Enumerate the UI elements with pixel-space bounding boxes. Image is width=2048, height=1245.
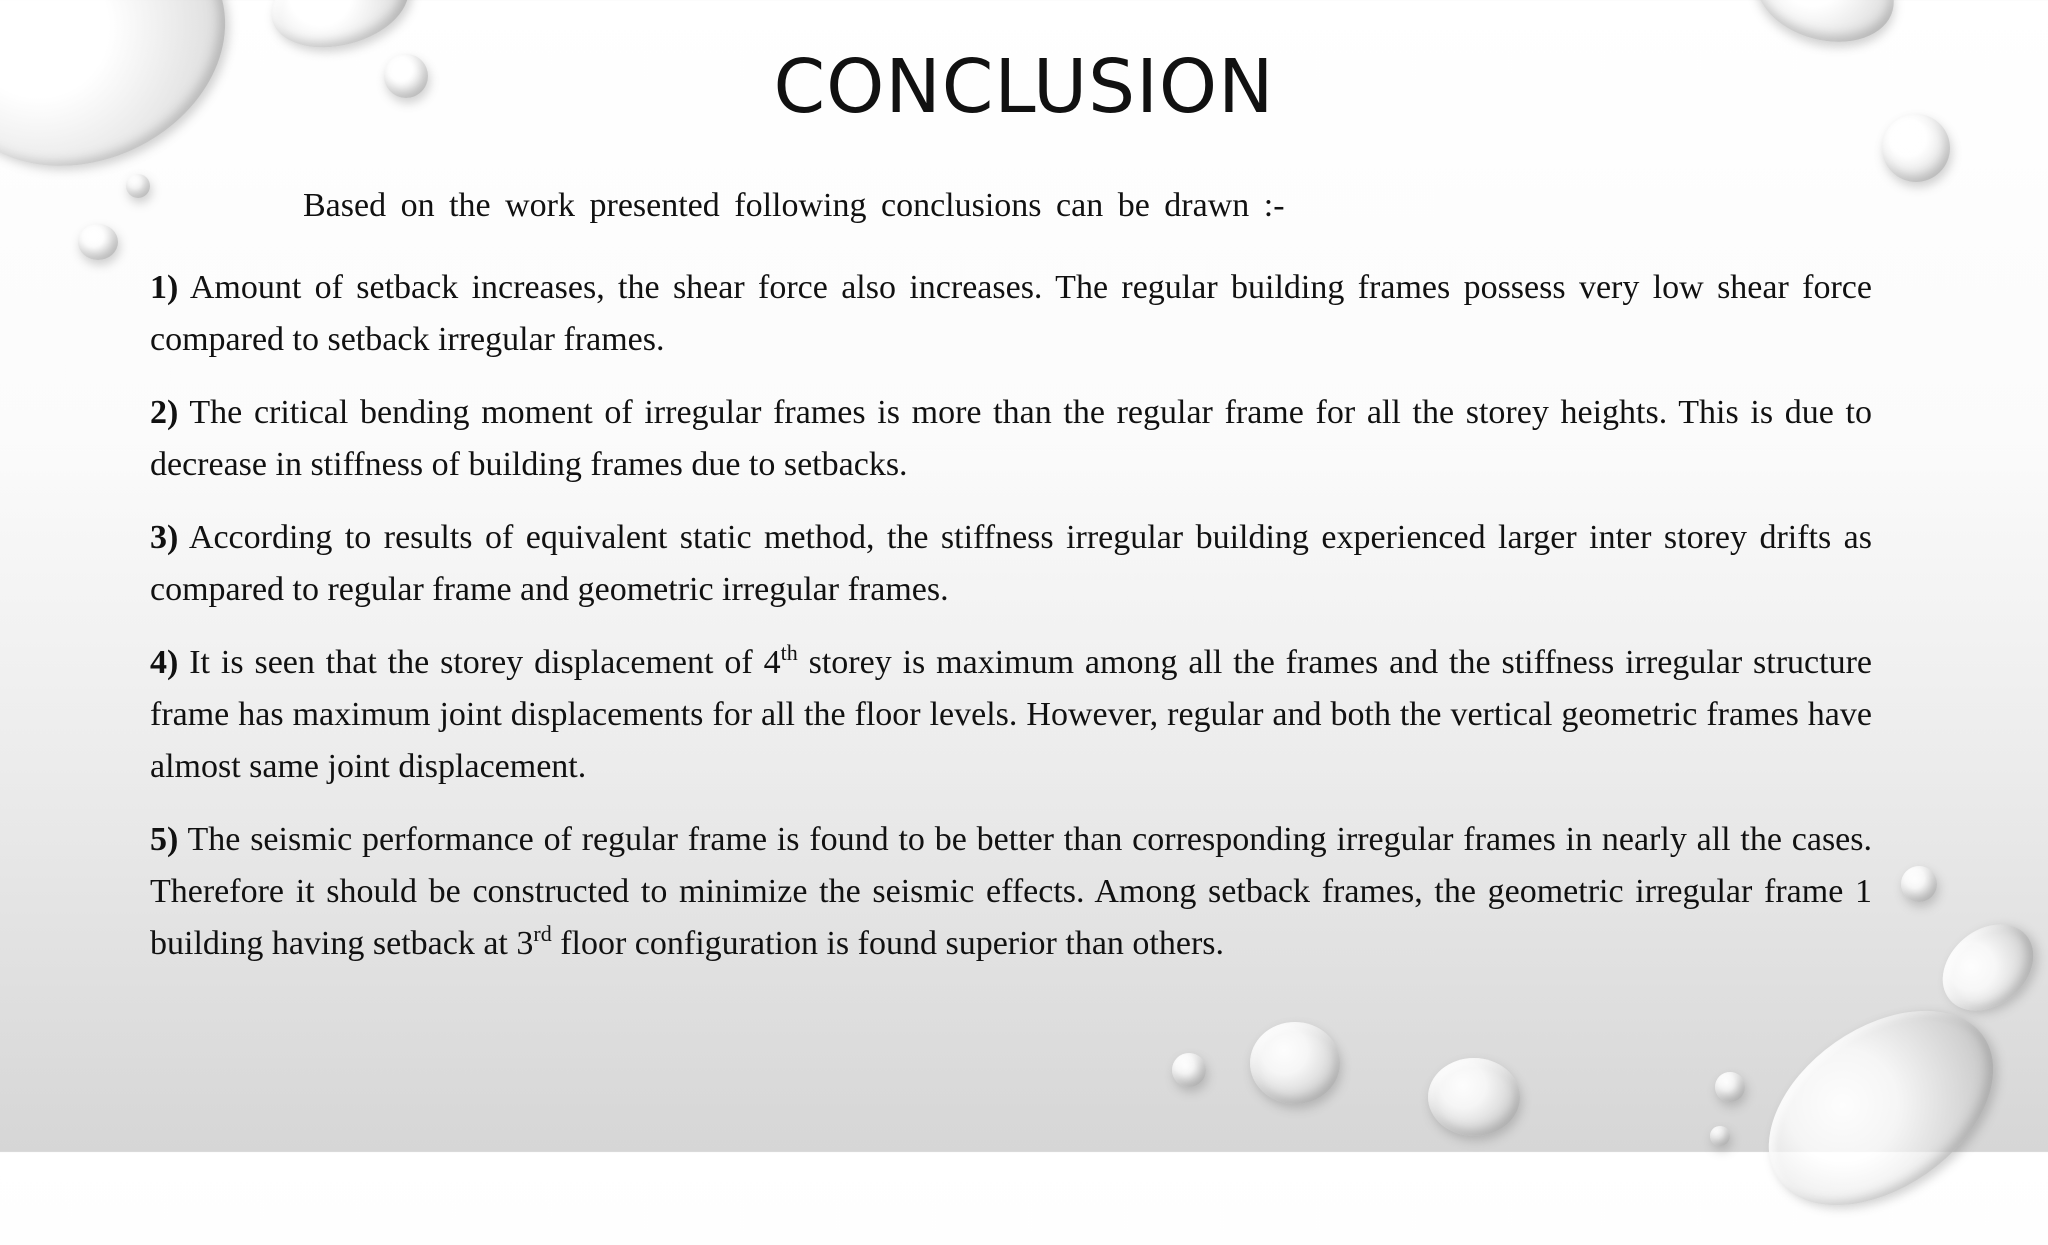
ordinal-superscript: th — [780, 640, 798, 665]
slide-title: CONCLUSION — [773, 44, 1275, 130]
point-number: 4) — [150, 644, 179, 681]
water-drop-decoration — [1428, 1058, 1520, 1136]
point-text: The seismic performance of regular frame is found to be better than corresponding irregular frames in nearly all the cases. Therefore it should be constructed to minimize the seismic effects. Among setback frames, the geometric irregular frame 1 building having setback at 3 — [150, 821, 1872, 962]
point-text-continued: storey is maximum among all the frames and the stiffness irregular structure frame has maximum joint displacements for all the floor levels. However, regular and both the vertical geometric frames have almost same joint displacement. — [150, 644, 1872, 785]
point-text: According to results of equivalent static method, the stiffness irregular building experienced larger inter storey drifts as compared to regular frame and geometric irregular frames. — [150, 519, 1872, 608]
point-text: It is seen that the storey displacement of 4 — [189, 644, 781, 681]
point-text: Amount of setback increases, the shear force also increases. The regular building frames possess very low shear force compared to setback irregular frames. — [150, 269, 1872, 358]
point-number: 1) — [150, 269, 179, 306]
conclusion-point-1 — [150, 262, 1872, 366]
point-text-continued: floor configuration is found superior than others. — [551, 925, 1224, 962]
point-number: 2) — [150, 394, 179, 431]
water-drop-decoration — [78, 224, 118, 260]
water-drop-decoration — [1710, 1126, 1730, 1146]
water-drop-decoration — [126, 174, 150, 198]
conclusion-point-4 — [150, 637, 1872, 793]
water-drop-decoration — [1172, 1053, 1206, 1087]
point-number: 3) — [150, 519, 179, 556]
point-number: 5) — [150, 821, 179, 858]
intro-text: Based on the work presented following conclusions can be drawn :- — [303, 187, 1285, 224]
water-drop-decoration — [1733, 971, 2030, 1245]
water-drop-decoration — [1715, 1072, 1745, 1102]
water-drop-decoration — [1901, 866, 1937, 902]
conclusion-point-5 — [150, 814, 1872, 970]
conclusion-list — [150, 262, 1872, 991]
ordinal-superscript: rd — [533, 921, 552, 946]
conclusion-point-2 — [150, 387, 1872, 491]
point-text: The critical bending moment of irregular frames is more than the regular frame for all the storey heights. This is due to decrease in stiffness of building frames due to setbacks. — [150, 394, 1873, 483]
water-drop-decoration — [1250, 1022, 1340, 1104]
conclusion-point-3 — [150, 512, 1872, 616]
water-drop-decoration — [1926, 907, 2048, 1029]
